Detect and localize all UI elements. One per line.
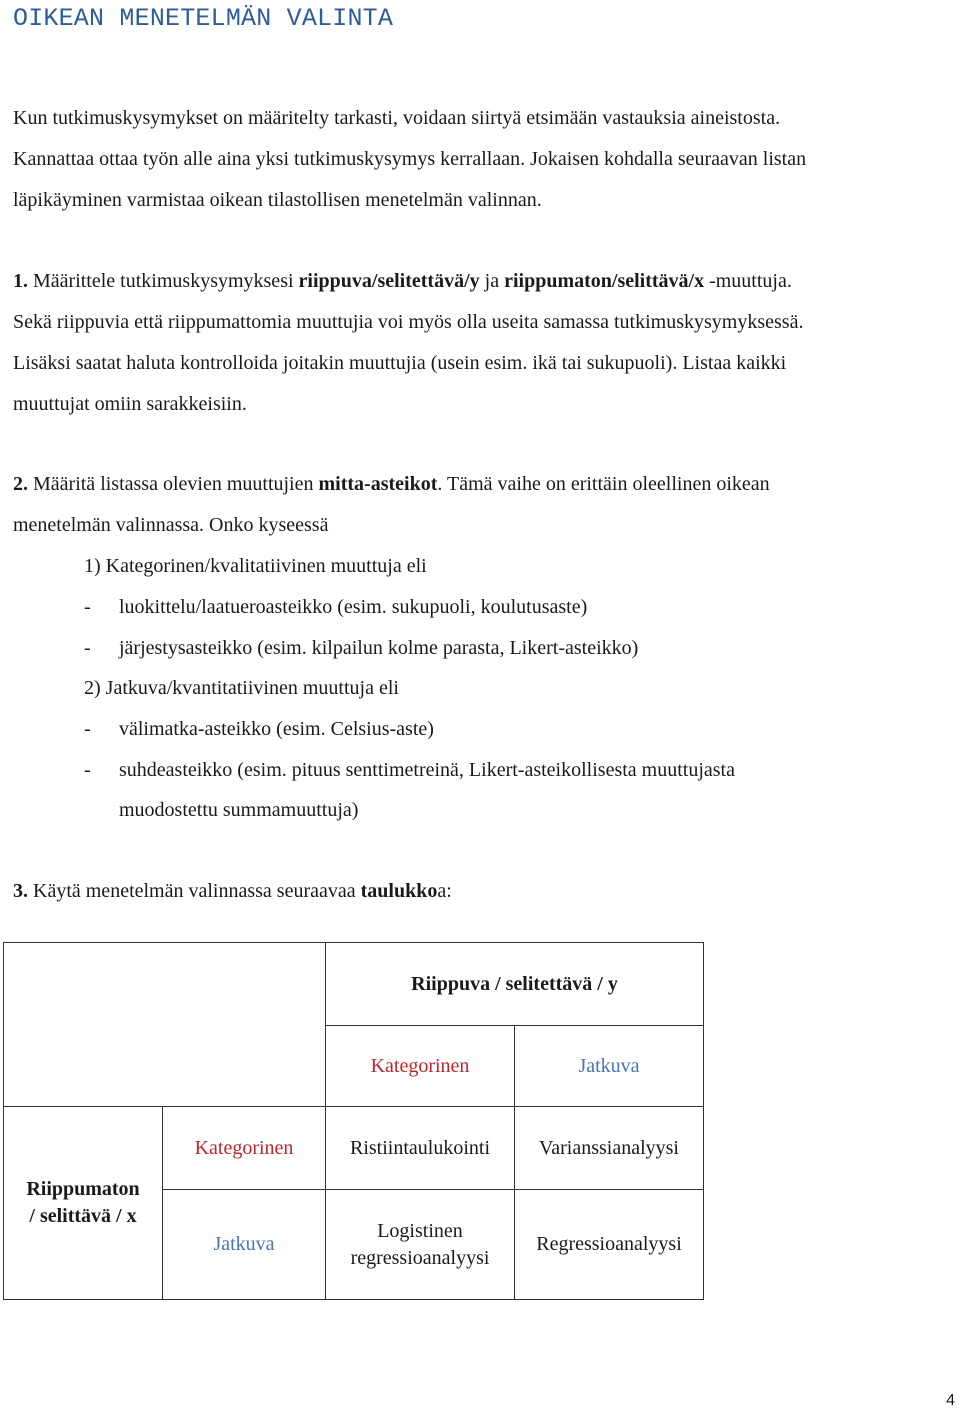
step3-number: 3. xyxy=(13,880,28,902)
categorical-title: 1) Kategorinen/kvalitatiivinen muuttuja eli xyxy=(84,555,427,577)
logistic-line-2: regressioanalyysi xyxy=(350,1246,490,1269)
step3-text-a: Käytä menetelmän valinnassa seuraavaa xyxy=(28,880,361,902)
step1-text-b: ja xyxy=(479,270,505,292)
step2-scale-term: mitta-asteikot xyxy=(318,473,438,495)
indep-categorical-header: Kategorinen xyxy=(162,1106,326,1190)
step2-number: 2. xyxy=(13,473,28,495)
dep-continuous-header: Jatkuva xyxy=(514,1025,704,1107)
step1-number: 1. xyxy=(13,270,28,292)
step1-text-c: -muuttuja. xyxy=(704,270,792,292)
step1-line-3: Lisäksi saatat haluta kontrolloida joitakin muuttujia (usein esim. ikä tai sukupuoli). Listaa kaikki xyxy=(13,352,787,374)
continuous-title: 2) Jatkuva/kvantitatiivinen muuttuja eli xyxy=(84,677,399,699)
step1-text-a: Määrittele tutkimuskysymyksesi xyxy=(28,270,299,292)
list-item-continuation: muodostettu summamuuttuja) xyxy=(119,799,359,821)
list-item: luokittelu/laatueroasteikko (esim. sukupuoli, koulutusaste) xyxy=(119,596,588,618)
step3-line xyxy=(13,871,452,912)
list-item: välimatka-asteikko (esim. Celsius-aste) xyxy=(119,718,434,740)
dep-categorical-header: Kategorinen xyxy=(325,1025,515,1107)
independent-header-line-2: / selittävä / x xyxy=(29,1205,137,1227)
intro-line-2: Kannattaa ottaa työn alle aina yksi tutkimuskysymys kerrallaan. Jokaisen kohdalla seuraavan listan xyxy=(13,148,807,170)
cell-logistic-regression xyxy=(325,1189,515,1300)
cell-anova: Varianssianalyysi xyxy=(514,1106,704,1190)
step2-text-a: Määritä listassa olevien muuttujien xyxy=(28,473,319,495)
table-corner-cell xyxy=(3,942,326,1107)
step3-table-term: taulukko xyxy=(360,880,438,902)
dependent-header: Riippuva / selitettävä / y xyxy=(325,942,704,1026)
intro-line-1: Kun tutkimuskysymykset on määritelty tarkasti, voidaan siirtyä etsimään vastauksia aineistosta. xyxy=(13,107,781,129)
intro-line-3: läpikäyminen varmistaa oikean tilastollisen menetelmän valinnan. xyxy=(13,189,542,211)
list-item: järjestysasteikko (esim. kilpailun kolme parasta, Likert-asteikko) xyxy=(119,637,639,659)
list-item: suhdeasteikko (esim. pituus senttimetreinä, Likert-asteikollisesta muuttujasta xyxy=(119,759,735,781)
list-dash: - xyxy=(84,759,91,781)
step1-line-4: muuttujat omiin sarakkeisiin. xyxy=(13,393,247,415)
step2-line-2: menetelmän valinnassa. Onko kyseessä xyxy=(13,514,329,536)
step2-text-b: . Tämä vaihe on erittäin oleellinen oikean xyxy=(437,473,770,495)
list-dash: - xyxy=(84,718,91,740)
independent-header xyxy=(3,1106,163,1300)
logistic-line-1: Logistinen xyxy=(377,1219,463,1242)
page-title: OIKEAN MENETELMÄN VALINTA xyxy=(13,4,394,33)
step1-independent-term: riippumaton/selittävä/x xyxy=(504,270,705,292)
list-dash: - xyxy=(84,637,91,659)
step1-line-2: Sekä riippuvia että riippumattomia muuttujia voi myös olla useita samassa tutkimuskysymyksessä. xyxy=(13,311,804,333)
cell-crosstab: Ristiintaulukointi xyxy=(325,1106,515,1190)
list-dash: - xyxy=(84,596,91,618)
step3-text-b: a: xyxy=(437,880,452,902)
independent-header-line-1: Riippumaton xyxy=(26,1178,140,1200)
cell-regression: Regressioanalyysi xyxy=(514,1189,704,1300)
step2-line-1 xyxy=(13,464,770,505)
step1-dependent-term: riippuva/selitettävä/y xyxy=(298,270,480,292)
page-number: 4 xyxy=(946,1392,955,1409)
step1-line-1 xyxy=(13,261,792,302)
indep-continuous-header: Jatkuva xyxy=(162,1189,326,1300)
method-table xyxy=(3,942,704,1300)
